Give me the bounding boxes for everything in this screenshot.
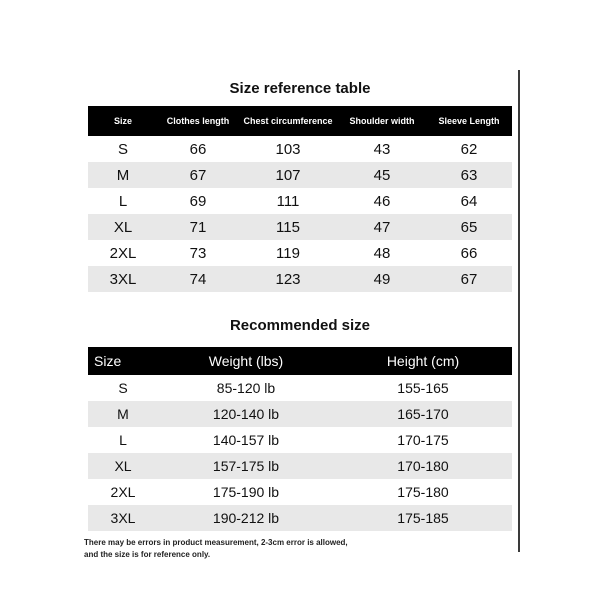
table-cell: 165-170 xyxy=(334,401,512,427)
table-cell: 74 xyxy=(158,266,238,292)
table-cell: 46 xyxy=(373,192,391,210)
table-cell: 119 xyxy=(276,244,300,262)
table-cell: S xyxy=(118,380,128,396)
table-cell: 73 xyxy=(189,244,207,262)
table-cell: 66 xyxy=(460,244,478,262)
table-cell: XL xyxy=(88,453,158,479)
table-row xyxy=(88,136,512,162)
col-header-shoulder-width: Shoulder width xyxy=(338,106,426,136)
table-row xyxy=(88,401,512,427)
table-cell: 190-212 lb xyxy=(158,505,334,531)
table-cell: 47 xyxy=(338,214,426,240)
col-header-height: Height (cm) xyxy=(334,347,512,375)
table-cell: 3XL xyxy=(88,266,158,292)
table-cell: 103 xyxy=(275,140,301,158)
col-header-sleeve-length: Sleeve Length xyxy=(426,106,512,136)
table-cell: 115 xyxy=(238,214,338,240)
col-header-clothes-length: Clothes length xyxy=(158,106,238,136)
table-cell: 67 xyxy=(158,162,238,188)
table-cell: 66 xyxy=(189,140,207,158)
table-row xyxy=(88,266,512,292)
size-reference-title: Size reference table xyxy=(229,80,371,97)
table-cell: 69 xyxy=(189,192,207,210)
table-cell: 175-185 xyxy=(334,505,512,531)
table-cell: 2XL xyxy=(110,484,136,500)
table-cell: L xyxy=(119,432,127,448)
table-row xyxy=(88,214,512,240)
table-cell: 107 xyxy=(238,162,338,188)
table-cell: 45 xyxy=(338,162,426,188)
table-cell: 175-180 xyxy=(397,484,449,500)
table-row xyxy=(88,453,512,479)
size-table-header-row xyxy=(88,106,512,136)
table-cell: M xyxy=(88,401,158,427)
measurement-note-line-1: There may be errors in product measurement, 2-3cm error is allowed, xyxy=(84,538,348,547)
col-header-size: Size xyxy=(88,106,158,136)
table-row xyxy=(88,240,512,266)
right-divider-line xyxy=(518,70,520,552)
table-cell: 65 xyxy=(426,214,512,240)
table-cell: 43 xyxy=(373,140,391,158)
size-reference-table xyxy=(88,106,512,292)
table-cell: 157-175 lb xyxy=(158,453,334,479)
col-header-weight: Weight (lbs) xyxy=(158,347,334,375)
table-cell: 62 xyxy=(460,140,478,158)
table-row xyxy=(88,188,512,214)
table-row xyxy=(88,427,512,453)
table-cell: 49 xyxy=(338,266,426,292)
table-cell: 3XL xyxy=(88,505,158,531)
table-cell: 170-180 xyxy=(334,453,512,479)
table-cell: S xyxy=(117,140,128,158)
col-header-chest-circumference: Chest circumference xyxy=(238,106,338,136)
table-cell: 170-175 xyxy=(397,432,449,448)
table-cell: XL xyxy=(88,214,158,240)
recommended-size-table xyxy=(88,347,512,531)
table-cell: 71 xyxy=(158,214,238,240)
table-cell: 67 xyxy=(426,266,512,292)
table-cell: 123 xyxy=(238,266,338,292)
table-cell: 175-190 lb xyxy=(212,484,280,500)
table-cell: L xyxy=(118,192,128,210)
recommended-table-header-row xyxy=(88,347,512,375)
table-cell: 48 xyxy=(373,244,391,262)
table-cell: 140-157 lb xyxy=(212,432,280,448)
table-cell: 2XL xyxy=(109,244,137,262)
measurement-note xyxy=(84,537,514,561)
recommended-size-title: Recommended size xyxy=(229,317,371,334)
table-cell: 155-165 xyxy=(397,380,449,396)
table-cell: M xyxy=(88,162,158,188)
measurement-note-line-2: and the size is for reference only. xyxy=(84,550,211,559)
table-cell: 63 xyxy=(426,162,512,188)
table-row xyxy=(88,375,512,401)
table-cell: 85-120 lb xyxy=(216,380,276,396)
table-cell: 111 xyxy=(276,192,300,210)
col-header-size: Size xyxy=(88,347,158,375)
table-cell: 64 xyxy=(460,192,478,210)
table-row xyxy=(88,162,512,188)
table-row xyxy=(88,505,512,531)
table-cell: 120-140 lb xyxy=(158,401,334,427)
table-row xyxy=(88,479,512,505)
